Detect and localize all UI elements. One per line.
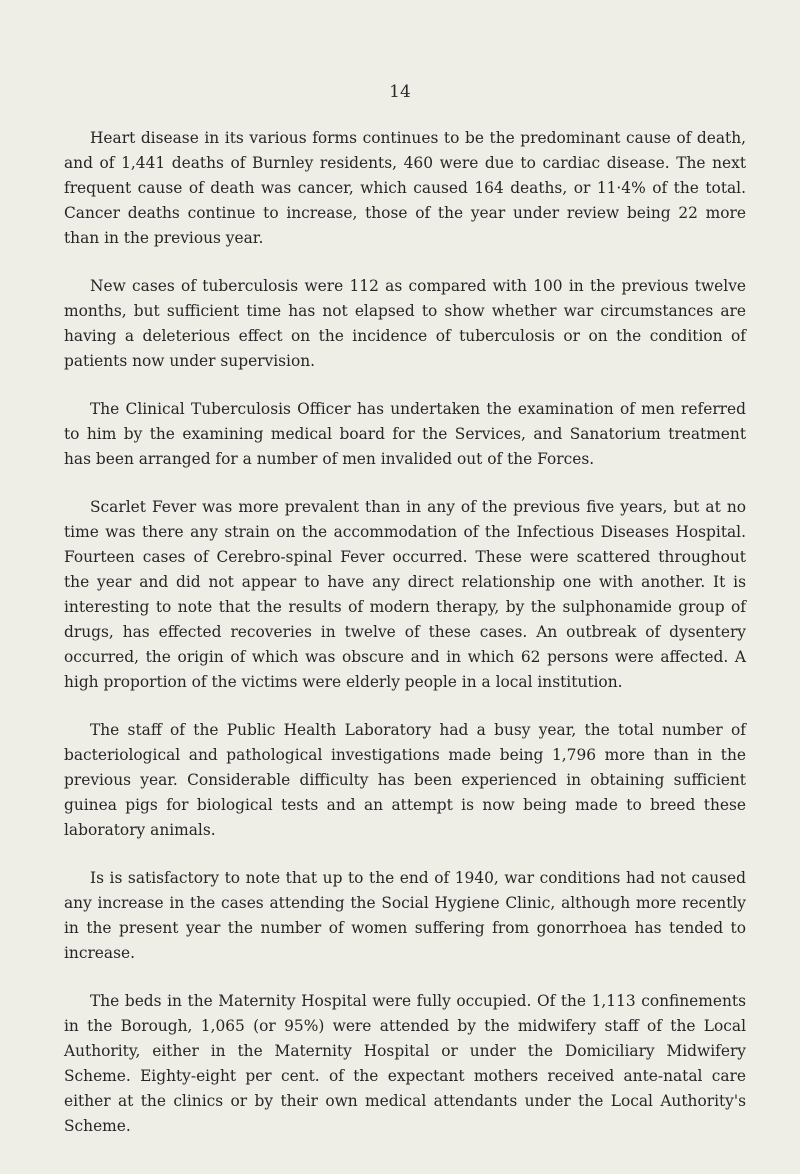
report-body xyxy=(64,126,746,1162)
paragraph-tuberculosis: New cases of tuberculosis were 112 as compared with 100 in the previous twelve months, but sufficient time has not elapsed to show whether war circumstances are having a deleterious effect on the incidence of tuberculosis or on the condition of patients now under supervision. xyxy=(64,277,746,370)
page-number: 14 xyxy=(389,82,411,102)
paragraph-scarlet-fever: Scarlet Fever was more prevalent than in any of the previous five years, but at no time was there any strain on the accommodation of the Infectious Diseases Hospital. Fourteen cases of Cerebro-spinal Fever occurred. These were scattered throughout the year and did not appear to have any direct relationship one with another. It is interesting to note that the results of modern therapy, by the sulphonamide group of drugs, has effected recoveries in twelve of these cases. An outbreak of dysentery occurred, the origin of which was obscure and in which 62 persons were affected. A high proportion of the victims were elderly people in a local institution. xyxy=(64,498,746,691)
paragraph-public-health-laboratory: The staff of the Public Health Laboratory had a busy year, the total number of bacteriological and pathological investigations made being 1,796 more than in the previous year. Considerable difficulty has been experienced in obtaining sufficient guinea pigs for biological tests and an attempt is now being made to breed these laboratory animals. xyxy=(64,721,746,839)
paragraph-clinical-tuberculosis-officer: The Clinical Tuberculosis Officer has undertaken the examination of men referred to him by the examining medical board for the Services, and Sanatorium treatment has been arranged for a number of men invalided out of the Forces. xyxy=(64,400,746,468)
paragraph-social-hygiene-clinic: Is is satisfactory to note that up to the end of 1940, war conditions had not caused any increase in the cases attending the Social Hygiene Clinic, although more recently in the present year the number of women suffering from gonorrhoea has tended to increase. xyxy=(64,869,746,962)
paragraph-maternity-hospital: The beds in the Maternity Hospital were fully occupied. Of the 1,113 confinements in the Borough, 1,065 (or 95%) were attended by the midwifery staff of the Local Authority, either in the Maternity Hospital or under the Domiciliary Midwifery Scheme. Eighty-eight per cent. of the expectant mothers received ante-natal care either at the clinics or by their own medical attendants under the Local Authority's Scheme. xyxy=(64,992,746,1135)
paragraph-heart-disease: Heart disease in its various forms continues to be the predominant cause of death, and of 1,441 deaths of Burnley residents, 460 were due to cardiac disease. The next frequent cause of death was cancer, which caused 164 deaths, or 11·4% of the total. Cancer deaths continue to increase, those of the year under review being 22 more than in the previous year. xyxy=(64,129,746,247)
